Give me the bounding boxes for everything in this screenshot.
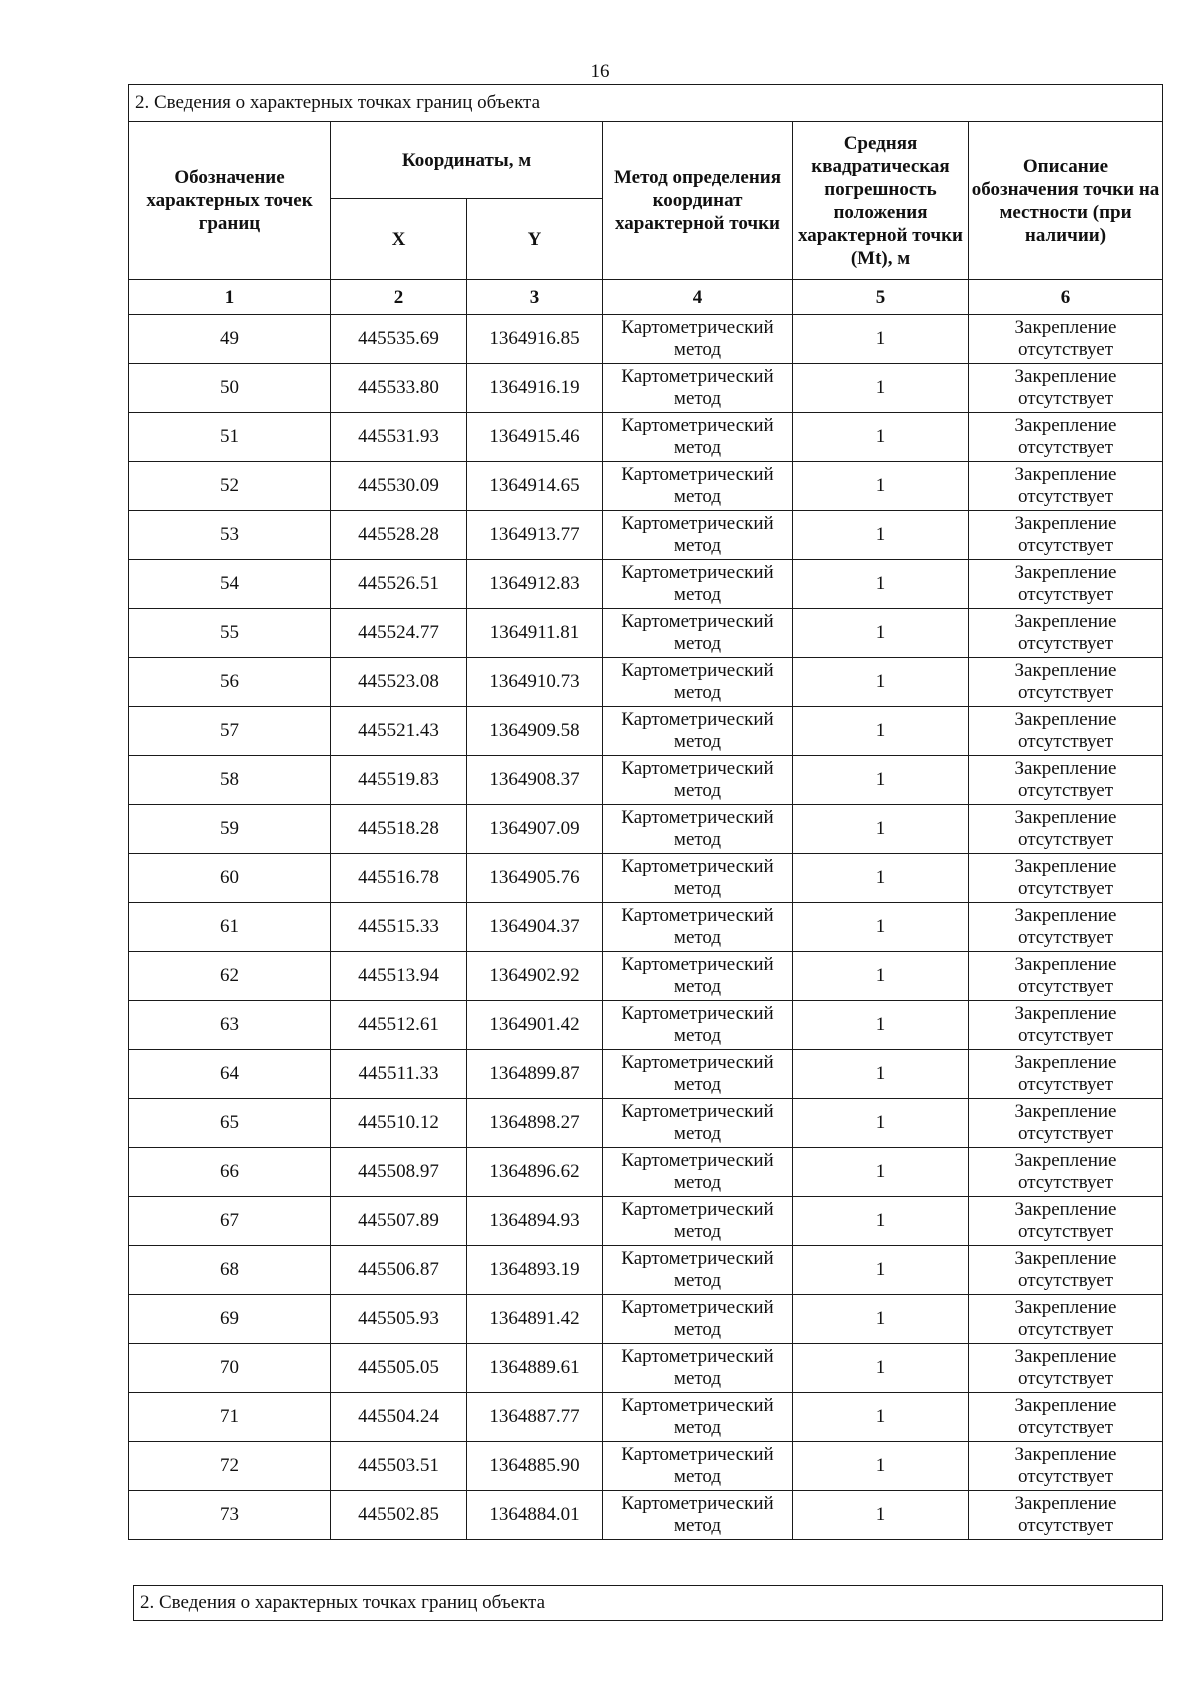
table-row [129, 1491, 1163, 1540]
x-coordinate-cell: 445507.89 [331, 1197, 467, 1246]
error-cell: 1 [793, 1393, 969, 1442]
fix-description-line-1: Закрепление [1014, 954, 1117, 975]
fix-description-cell [969, 854, 1163, 903]
method-line-2: метод [673, 829, 722, 850]
y-header: Y [467, 199, 603, 280]
x-coordinate-cell: 445519.83 [331, 756, 467, 805]
method-line-1: Картометрический [621, 415, 774, 436]
fix-description-cell [969, 1393, 1163, 1442]
point-id-cell: 67 [129, 1197, 331, 1246]
method-cell [603, 1050, 793, 1099]
x-coordinate-cell: 445513.94 [331, 952, 467, 1001]
fix-description-line-2: отсутствует [1017, 1074, 1114, 1095]
error-cell: 1 [793, 854, 969, 903]
error-cell: 1 [793, 315, 969, 364]
point-id-cell: 54 [129, 560, 331, 609]
table-row [129, 1197, 1163, 1246]
table-row [129, 609, 1163, 658]
error-cell: 1 [793, 1295, 969, 1344]
method-line-1: Картометрический [621, 660, 774, 681]
fix-description-cell [969, 805, 1163, 854]
section-title: 2. Сведения о характерных точках границ объекта [129, 85, 1163, 122]
y-coordinate-cell: 1364913.77 [467, 511, 603, 560]
error-cell: 1 [793, 462, 969, 511]
method-line-1: Картометрический [621, 513, 774, 534]
error-cell: 1 [793, 1050, 969, 1099]
table-row [129, 854, 1163, 903]
x-coordinate-cell: 445504.24 [331, 1393, 467, 1442]
fix-description-cell [969, 1344, 1163, 1393]
point-id-cell: 57 [129, 707, 331, 756]
method-line-2: метод [673, 388, 722, 409]
x-coordinate-cell: 445505.05 [331, 1344, 467, 1393]
table-row [129, 1442, 1163, 1491]
method-line-1: Картометрический [621, 1444, 774, 1465]
fix-description-line-2: отсутствует [1017, 976, 1114, 997]
fix-description-line-2: отсутствует [1017, 682, 1114, 703]
fix-description-line-1: Закрепление [1014, 905, 1117, 926]
y-coordinate-cell: 1364889.61 [467, 1344, 603, 1393]
method-cell [603, 952, 793, 1001]
table-row [129, 1148, 1163, 1197]
method-cell [603, 1197, 793, 1246]
error-header: Средняя квадратическая погрешность положения характерной точки (Mt), м [793, 122, 969, 280]
x-coordinate-cell: 445531.93 [331, 413, 467, 462]
fix-description-cell [969, 756, 1163, 805]
fix-description-cell [969, 462, 1163, 511]
column-number: 2 [331, 280, 467, 315]
table-body [129, 315, 1163, 1540]
table-row [129, 511, 1163, 560]
method-cell [603, 756, 793, 805]
method-cell [603, 609, 793, 658]
fix-description-line-1: Закрепление [1014, 513, 1117, 534]
x-coordinate-cell: 445521.43 [331, 707, 467, 756]
method-cell [603, 805, 793, 854]
table-row [129, 315, 1163, 364]
table-row [129, 1001, 1163, 1050]
y-coordinate-cell: 1364887.77 [467, 1393, 603, 1442]
point-id-cell: 71 [129, 1393, 331, 1442]
fix-description-cell [969, 707, 1163, 756]
fix-description-cell [969, 1295, 1163, 1344]
fix-description-line-1: Закрепление [1014, 758, 1117, 779]
y-coordinate-cell: 1364915.46 [467, 413, 603, 462]
y-coordinate-cell: 1364910.73 [467, 658, 603, 707]
fix-description-line-1: Закрепление [1014, 1346, 1117, 1367]
error-cell: 1 [793, 1246, 969, 1295]
method-line-1: Картометрический [621, 1395, 774, 1416]
y-coordinate-cell: 1364909.58 [467, 707, 603, 756]
fix-description-line-1: Закрепление [1014, 366, 1117, 387]
method-cell [603, 658, 793, 707]
column-number: 5 [793, 280, 969, 315]
error-cell: 1 [793, 1099, 969, 1148]
point-id-cell: 52 [129, 462, 331, 511]
fix-description-cell [969, 1246, 1163, 1295]
error-cell: 1 [793, 364, 969, 413]
fix-description-cell [969, 903, 1163, 952]
error-cell: 1 [793, 1001, 969, 1050]
method-cell [603, 1148, 793, 1197]
y-coordinate-cell: 1364916.85 [467, 315, 603, 364]
error-cell: 1 [793, 1197, 969, 1246]
fix-description-line-1: Закрепление [1014, 464, 1117, 485]
y-coordinate-cell: 1364905.76 [467, 854, 603, 903]
y-coordinate-cell: 1364891.42 [467, 1295, 603, 1344]
method-line-1: Картометрический [621, 1003, 774, 1024]
description-header: Описание обозначения точки на местности (при наличии) [969, 122, 1163, 280]
method-line-2: метод [673, 1417, 722, 1438]
point-id-cell: 68 [129, 1246, 331, 1295]
x-coordinate-cell: 445506.87 [331, 1246, 467, 1295]
table-row [129, 413, 1163, 462]
method-cell [603, 511, 793, 560]
x-coordinate-cell: 445528.28 [331, 511, 467, 560]
point-id-cell: 65 [129, 1099, 331, 1148]
x-coordinate-cell: 445526.51 [331, 560, 467, 609]
header-row [129, 122, 1163, 199]
method-line-2: метод [673, 1123, 722, 1144]
table-row [129, 756, 1163, 805]
fix-description-cell [969, 1001, 1163, 1050]
fix-description-line-1: Закрепление [1014, 1297, 1117, 1318]
x-coordinate-cell: 445515.33 [331, 903, 467, 952]
column-number: 4 [603, 280, 793, 315]
method-line-2: метод [673, 780, 722, 801]
fix-description-line-1: Закрепление [1014, 1150, 1117, 1171]
y-coordinate-cell: 1364907.09 [467, 805, 603, 854]
boundary-points-table [128, 84, 1163, 1540]
fix-description-line-2: отсутствует [1017, 633, 1114, 654]
method-line-1: Картометрический [621, 562, 774, 583]
error-cell: 1 [793, 560, 969, 609]
fix-description-line-2: отсутствует [1017, 1025, 1114, 1046]
error-cell: 1 [793, 511, 969, 560]
error-cell: 1 [793, 609, 969, 658]
point-id-cell: 50 [129, 364, 331, 413]
table-row [129, 1295, 1163, 1344]
coordinates-header: Координаты, м [331, 122, 603, 199]
error-cell: 1 [793, 707, 969, 756]
method-line-1: Картометрический [621, 709, 774, 730]
point-id-cell: 72 [129, 1442, 331, 1491]
fix-description-line-2: отсутствует [1017, 1319, 1114, 1340]
fix-description-cell [969, 364, 1163, 413]
fix-description-line-2: отсутствует [1017, 1466, 1114, 1487]
table-row [129, 952, 1163, 1001]
x-coordinate-cell: 445535.69 [331, 315, 467, 364]
point-id-cell: 70 [129, 1344, 331, 1393]
method-line-2: метод [673, 437, 722, 458]
fix-description-cell [969, 952, 1163, 1001]
fix-description-line-1: Закрепление [1014, 807, 1117, 828]
method-line-2: метод [673, 682, 722, 703]
column-number: 6 [969, 280, 1163, 315]
fix-description-cell [969, 609, 1163, 658]
method-cell [603, 413, 793, 462]
method-line-2: метод [673, 1466, 722, 1487]
method-line-1: Картометрический [621, 1248, 774, 1269]
method-cell [603, 1491, 793, 1540]
method-line-1: Картометрический [621, 317, 774, 338]
method-line-1: Картометрический [621, 1346, 774, 1367]
method-line-1: Картометрический [621, 1150, 774, 1171]
fix-description-line-1: Закрепление [1014, 611, 1117, 632]
fix-description-line-1: Закрепление [1014, 1199, 1117, 1220]
method-line-1: Картометрический [621, 1297, 774, 1318]
x-coordinate-cell: 445502.85 [331, 1491, 467, 1540]
fix-description-line-2: отсутствует [1017, 780, 1114, 801]
fix-description-line-2: отсутствует [1017, 535, 1114, 556]
x-coordinate-cell: 445523.08 [331, 658, 467, 707]
fix-description-cell [969, 315, 1163, 364]
error-cell: 1 [793, 903, 969, 952]
table-row [129, 1099, 1163, 1148]
method-line-1: Картометрический [621, 807, 774, 828]
y-coordinate-cell: 1364912.83 [467, 560, 603, 609]
point-id-cell: 58 [129, 756, 331, 805]
error-cell: 1 [793, 805, 969, 854]
method-cell [603, 903, 793, 952]
fix-description-line-1: Закрепление [1014, 1395, 1117, 1416]
fix-description-cell [969, 658, 1163, 707]
y-coordinate-cell: 1364893.19 [467, 1246, 603, 1295]
method-cell [603, 560, 793, 609]
y-coordinate-cell: 1364898.27 [467, 1099, 603, 1148]
method-line-1: Картометрический [621, 856, 774, 877]
fix-description-line-2: отсутствует [1017, 437, 1114, 458]
error-cell: 1 [793, 1491, 969, 1540]
fix-description-line-2: отсутствует [1017, 584, 1114, 605]
y-coordinate-cell: 1364916.19 [467, 364, 603, 413]
point-id-cell: 64 [129, 1050, 331, 1099]
fix-description-line-1: Закрепление [1014, 1444, 1117, 1465]
method-line-1: Картометрический [621, 366, 774, 387]
fix-description-line-1: Закрепление [1014, 1052, 1117, 1073]
y-coordinate-cell: 1364884.01 [467, 1491, 603, 1540]
x-coordinate-cell: 445518.28 [331, 805, 467, 854]
method-cell [603, 1295, 793, 1344]
method-cell [603, 1393, 793, 1442]
fix-description-line-2: отсутствует [1017, 388, 1114, 409]
point-id-cell: 63 [129, 1001, 331, 1050]
designation-header: Обозначение характерных точек границ [129, 122, 331, 280]
method-cell [603, 1246, 793, 1295]
method-line-2: метод [673, 976, 722, 997]
fix-description-cell [969, 511, 1163, 560]
method-line-2: метод [673, 731, 722, 752]
method-header: Метод определения координат характерной точки [603, 122, 793, 280]
method-line-2: метод [673, 1172, 722, 1193]
x-coordinate-cell: 445505.93 [331, 1295, 467, 1344]
method-line-2: метод [673, 535, 722, 556]
x-header: X [331, 199, 467, 280]
method-line-1: Картометрический [621, 611, 774, 632]
fix-description-cell [969, 1050, 1163, 1099]
fix-description-line-1: Закрепление [1014, 709, 1117, 730]
table-row [129, 560, 1163, 609]
y-coordinate-cell: 1364899.87 [467, 1050, 603, 1099]
error-cell: 1 [793, 756, 969, 805]
method-line-2: метод [673, 1074, 722, 1095]
method-cell [603, 1001, 793, 1050]
method-line-1: Картометрический [621, 1052, 774, 1073]
table-row [129, 707, 1163, 756]
method-line-1: Картометрический [621, 758, 774, 779]
point-id-cell: 61 [129, 903, 331, 952]
method-line-2: метод [673, 339, 722, 360]
method-line-1: Картометрический [621, 1199, 774, 1220]
method-cell [603, 364, 793, 413]
table-row [129, 1344, 1163, 1393]
column-number: 1 [129, 280, 331, 315]
method-line-2: метод [673, 878, 722, 899]
fix-description-line-2: отсутствует [1017, 1123, 1114, 1144]
fix-description-line-1: Закрепление [1014, 1493, 1117, 1514]
fix-description-cell [969, 1148, 1163, 1197]
fix-description-line-2: отсутствует [1017, 878, 1114, 899]
footer-section-title: 2. Сведения о характерных точках границ объекта [133, 1585, 1163, 1621]
method-cell [603, 1344, 793, 1393]
point-id-cell: 53 [129, 511, 331, 560]
point-id-cell: 56 [129, 658, 331, 707]
method-line-2: метод [673, 584, 722, 605]
y-coordinate-cell: 1364885.90 [467, 1442, 603, 1491]
method-line-2: метод [673, 486, 722, 507]
fix-description-line-1: Закрепление [1014, 1101, 1117, 1122]
method-line-2: метод [673, 1270, 722, 1291]
x-coordinate-cell: 445533.80 [331, 364, 467, 413]
error-cell: 1 [793, 952, 969, 1001]
error-cell: 1 [793, 1442, 969, 1491]
fix-description-cell [969, 560, 1163, 609]
column-number-row [129, 280, 1163, 315]
column-number: 3 [467, 280, 603, 315]
fix-description-line-2: отсутствует [1017, 1417, 1114, 1438]
x-coordinate-cell: 445516.78 [331, 854, 467, 903]
table-row [129, 805, 1163, 854]
point-id-cell: 62 [129, 952, 331, 1001]
point-id-cell: 73 [129, 1491, 331, 1540]
method-cell [603, 854, 793, 903]
x-coordinate-cell: 445511.33 [331, 1050, 467, 1099]
method-line-2: метод [673, 1221, 722, 1242]
table-row [129, 903, 1163, 952]
fix-description-line-2: отсутствует [1017, 1221, 1114, 1242]
error-cell: 1 [793, 1148, 969, 1197]
fix-description-line-1: Закрепление [1014, 1248, 1117, 1269]
method-line-1: Картометрический [621, 1493, 774, 1514]
x-coordinate-cell: 445503.51 [331, 1442, 467, 1491]
fix-description-line-2: отсутствует [1017, 1515, 1114, 1536]
fix-description-line-1: Закрепление [1014, 1003, 1117, 1024]
method-line-2: метод [673, 927, 722, 948]
fix-description-line-2: отсутствует [1017, 731, 1114, 752]
table-row [129, 1050, 1163, 1099]
page-number: 16 [590, 61, 610, 82]
method-line-2: метод [673, 1515, 722, 1536]
table-row [129, 364, 1163, 413]
fix-description-line-2: отсутствует [1017, 339, 1114, 360]
fix-description-line-2: отсутствует [1017, 829, 1114, 850]
x-coordinate-cell: 445512.61 [331, 1001, 467, 1050]
fix-description-line-2: отсутствует [1017, 927, 1114, 948]
point-id-cell: 69 [129, 1295, 331, 1344]
point-id-cell: 55 [129, 609, 331, 658]
fix-description-cell [969, 1491, 1163, 1540]
y-coordinate-cell: 1364894.93 [467, 1197, 603, 1246]
y-coordinate-cell: 1364902.92 [467, 952, 603, 1001]
point-id-cell: 49 [129, 315, 331, 364]
x-coordinate-cell: 445530.09 [331, 462, 467, 511]
section-title-row [129, 85, 1163, 122]
method-line-2: метод [673, 1319, 722, 1340]
method-cell [603, 1442, 793, 1491]
error-cell: 1 [793, 1344, 969, 1393]
point-id-cell: 51 [129, 413, 331, 462]
x-coordinate-cell: 445508.97 [331, 1148, 467, 1197]
x-coordinate-cell: 445524.77 [331, 609, 467, 658]
method-line-2: метод [673, 1368, 722, 1389]
y-coordinate-cell: 1364896.62 [467, 1148, 603, 1197]
method-line-1: Картометрический [621, 464, 774, 485]
method-line-1: Картометрический [621, 905, 774, 926]
fix-description-cell [969, 1197, 1163, 1246]
method-cell [603, 707, 793, 756]
fix-description-line-2: отсутствует [1017, 1270, 1114, 1291]
y-coordinate-cell: 1364911.81 [467, 609, 603, 658]
error-cell: 1 [793, 413, 969, 462]
y-coordinate-cell: 1364908.37 [467, 756, 603, 805]
y-coordinate-cell: 1364914.65 [467, 462, 603, 511]
table-row [129, 462, 1163, 511]
table-row [129, 658, 1163, 707]
method-cell [603, 315, 793, 364]
point-id-cell: 66 [129, 1148, 331, 1197]
fix-description-line-2: отсутствует [1017, 1172, 1114, 1193]
fix-description-line-2: отсутствует [1017, 1368, 1114, 1389]
x-coordinate-cell: 445510.12 [331, 1099, 467, 1148]
point-id-cell: 60 [129, 854, 331, 903]
fix-description-line-1: Закрепление [1014, 562, 1117, 583]
fix-description-cell [969, 1099, 1163, 1148]
fix-description-line-1: Закрепление [1014, 856, 1117, 877]
method-cell [603, 1099, 793, 1148]
method-line-1: Картометрический [621, 1101, 774, 1122]
method-line-2: метод [673, 633, 722, 654]
y-coordinate-cell: 1364901.42 [467, 1001, 603, 1050]
fix-description-line-1: Закрепление [1014, 415, 1117, 436]
fix-description-line-1: Закрепление [1014, 660, 1117, 681]
method-cell [603, 462, 793, 511]
method-line-2: метод [673, 1025, 722, 1046]
y-coordinate-cell: 1364904.37 [467, 903, 603, 952]
table-row [129, 1246, 1163, 1295]
method-line-1: Картометрический [621, 954, 774, 975]
fix-description-line-2: отсутствует [1017, 486, 1114, 507]
error-cell: 1 [793, 658, 969, 707]
fix-description-cell [969, 413, 1163, 462]
point-id-cell: 59 [129, 805, 331, 854]
fix-description-cell [969, 1442, 1163, 1491]
table-row [129, 1393, 1163, 1442]
fix-description-line-1: Закрепление [1014, 317, 1117, 338]
